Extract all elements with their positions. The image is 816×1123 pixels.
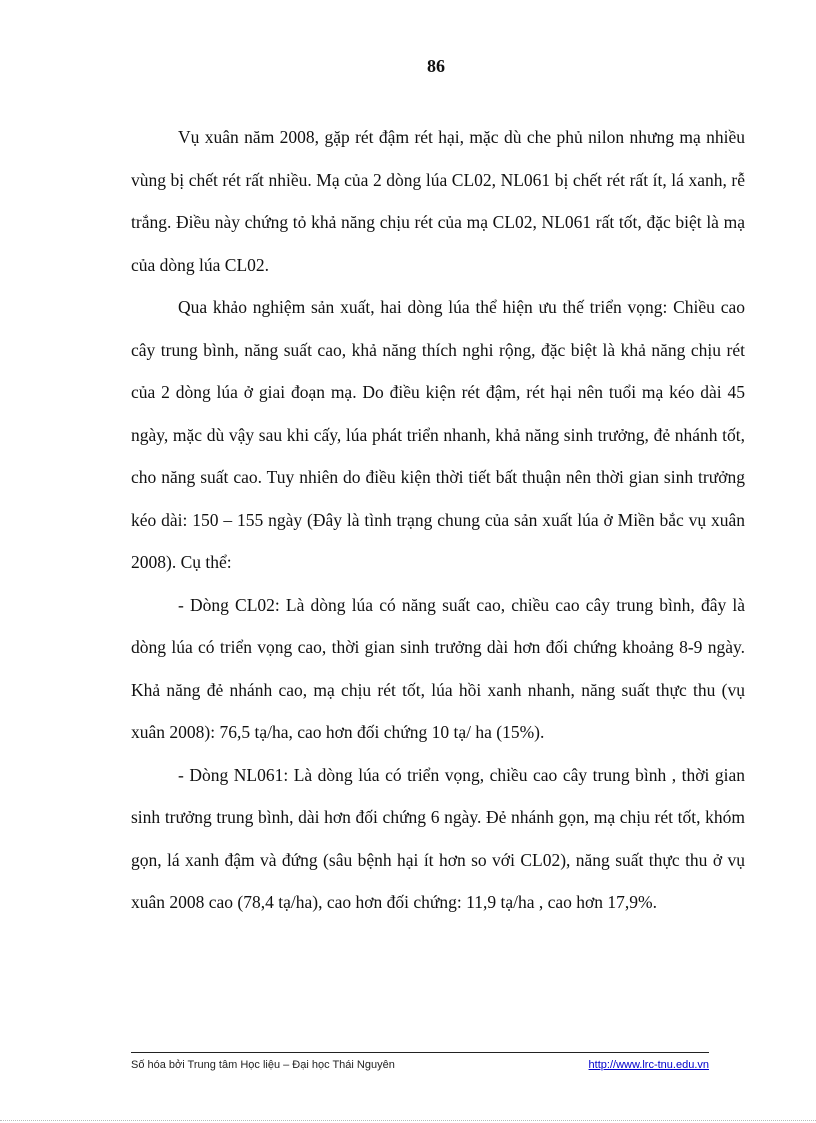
paragraph-production-trial: Qua khảo nghiệm sản xuất, hai dòng lúa thể hiện ưu thế triển vọng: Chiều cao cây trung bình, năng suất cao, khả năng thích nghi rộng, đặc biệt là khả năng chịu rét của 2 dòng lúa ở giai đoạn mạ. Do điều kiện rét đậm, rét hại nên tuổi mạ kéo dài 45 ngày, mặc dù vậy sau khi cấy, lúa phát triển nhanh, khả năng sinh trưởng, đẻ nhánh tốt, cho năng suất cao. Tuy nhiên do điều kiện thời tiết bất thuận nên thời gian sinh trưởng kéo dài: 150 – 155 ngày (Đây là tình trạng chung của sản xuất lúa ở Miền bắc vụ xuân 2008). Cụ thể: xyxy=(131,297,745,572)
paragraph-cl02-line: - Dòng CL02: Là dòng lúa có năng suất cao, chiều cao cây trung bình, đây là dòng lúa có triển vọng cao, thời gian sinh trưởng dài hơn đối chứng khoảng 8-9 ngày. Khả năng đẻ nhánh cao, mạ chịu rét tốt, lúa hồi xanh nhanh, năng suất thực thu (vụ xuân 2008): 76,5 tạ/ha, cao hơn đối chứng 10 tạ/ ha (15%). xyxy=(131,594,745,742)
page-bottom-divider xyxy=(0,1120,816,1121)
footer-credit: Số hóa bởi Trung tâm Học liệu – Đại học Thái Nguyên xyxy=(131,1059,395,1071)
footer-divider xyxy=(131,1052,709,1053)
body-text xyxy=(131,116,745,924)
page-number: 86 xyxy=(427,56,445,76)
paragraph-nl061-line: - Dòng NL061: Là dòng lúa có triển vọng, chiều cao cây trung bình , thời gian sinh trưởng trung bình, dài hơn đối chứng 6 ngày. Đẻ nhánh gọn, mạ chịu rét tốt, khóm gọn, lá xanh đậm và đứng (sâu bệnh hại ít hơn so với CL02), năng suất thực thu ở vụ xuân 2008 cao (78,4 tạ/ha), cao hơn đối chứng: 11,9 tạ/ha , cao hơn 17,9%. xyxy=(131,764,745,912)
footer-link[interactable]: http://www.lrc-tnu.edu.vn xyxy=(588,1059,709,1071)
paragraph-winter-crop: Vụ xuân năm 2008, gặp rét đậm rét hại, mặc dù che phủ nilon nhưng mạ nhiều vùng bị chết rét rất nhiều. Mạ của 2 dòng lúa CL02, NL061 bị chết rét rất ít, lá xanh, rễ trắng. Điều này chứng tỏ khả năng chịu rét của mạ CL02, NL061 rất tốt, đặc biệt là mạ của dòng lúa CL02. xyxy=(131,127,745,275)
footer xyxy=(131,1059,709,1075)
